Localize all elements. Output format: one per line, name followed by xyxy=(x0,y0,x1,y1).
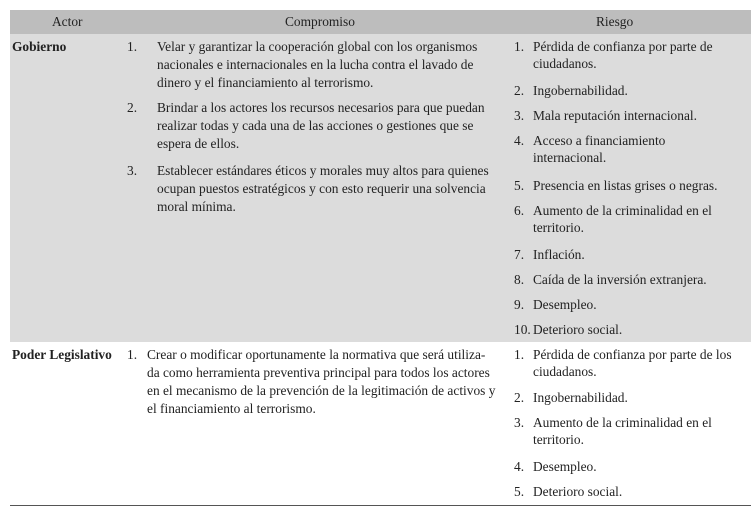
riesgo-text: ciudadanos. xyxy=(533,56,597,71)
riesgo-number: 2. xyxy=(514,390,525,405)
riesgo-text: Pérdida de confianza por parte de xyxy=(533,39,713,54)
header-compromiso: Compromiso xyxy=(285,14,355,29)
compromiso-text: Establecer estándares éticos y morales muy altos para quienes xyxy=(157,163,489,178)
riesgo-text: Inflación. xyxy=(533,247,585,262)
riesgo-number: 9. xyxy=(514,297,525,312)
riesgo-text: Ingobernabilidad. xyxy=(533,83,628,98)
compromiso-number: 1. xyxy=(127,39,138,54)
compromiso-text: en el mecanismo de la prevención de la legitimación de activos y xyxy=(147,383,496,398)
riesgo-text: ciudadanos. xyxy=(533,364,597,379)
compromiso-text: Crear o modificar oportunamente la normativa que será utiliza- xyxy=(147,347,486,362)
riesgo-text: Deterioro social. xyxy=(533,484,623,499)
riesgo-text: territorio. xyxy=(533,432,584,447)
actor-cell: Poder Legislativo xyxy=(12,347,112,362)
header-actor: Actor xyxy=(52,14,83,29)
compromiso-text: espera de ellos. xyxy=(157,136,240,151)
riesgo-number: 7. xyxy=(514,247,525,262)
header-riesgo: Riesgo xyxy=(596,14,634,29)
riesgo-number: 1. xyxy=(514,347,525,362)
riesgo-text: Aumento de la criminalidad en el xyxy=(533,415,712,430)
riesgo-text: Pérdida de confianza por parte de los xyxy=(533,347,732,362)
compromiso-text: moral mínima. xyxy=(157,199,236,214)
riesgo-text: Aumento de la criminalidad en el xyxy=(533,203,712,218)
riesgo-number: 4. xyxy=(514,459,525,474)
riesgo-text: Mala reputación internacional. xyxy=(533,108,697,123)
riesgo-text: internacional. xyxy=(533,150,607,165)
riesgo-text: Acceso a financiamiento xyxy=(533,133,666,148)
compromiso-text: nacionales e internacionales en la lucha contra el lavado de xyxy=(157,57,474,72)
compromiso-text: Velar y garantizar la cooperación global con los organismos xyxy=(157,39,478,54)
compromiso-text: el financiamiento al terrorismo. xyxy=(147,401,316,416)
riesgo-text: territorio. xyxy=(533,220,584,235)
riesgo-number: 3. xyxy=(514,108,525,123)
compromiso-text: da como herramienta preventiva principal para todos los actores xyxy=(147,365,490,380)
riesgo-text: Desempleo. xyxy=(533,297,597,312)
riesgo-number: 3. xyxy=(514,415,525,430)
riesgo-number: 5. xyxy=(514,178,525,193)
compromiso-number: 3. xyxy=(127,163,138,178)
riesgo-number: 5. xyxy=(514,484,525,499)
table-header xyxy=(10,10,751,34)
riesgo-number: 2. xyxy=(514,83,525,98)
compromiso-text: Brindar a los actores los recursos necesarios para que puedan xyxy=(157,100,485,115)
compromiso-text: ocupan puestos estratégicos y con esto requerir una solvencia xyxy=(157,181,486,196)
riesgo-text: Ingobernabilidad. xyxy=(533,390,628,405)
riesgo-text: Desempleo. xyxy=(533,459,597,474)
riesgo-number: 1. xyxy=(514,39,525,54)
riesgo-number: 10. xyxy=(514,322,531,337)
riesgo-text: Caída de la inversión extranjera. xyxy=(533,272,707,287)
riesgo-text: Presencia en listas grises o negras. xyxy=(533,178,718,193)
riesgo-number: 8. xyxy=(514,272,525,287)
riesgo-text: Deterioro social. xyxy=(533,322,623,337)
compromiso-text: realizar todas y cada una de las acciones o gestiones que se xyxy=(157,118,474,133)
table-bottom-rule xyxy=(10,505,751,506)
riesgo-number: 6. xyxy=(514,203,525,218)
compromiso-number: 1. xyxy=(127,347,138,362)
compromiso-text: dinero y el financiamiento al terrorismo. xyxy=(157,75,374,90)
riesgo-number: 4. xyxy=(514,133,525,148)
compromiso-number: 2. xyxy=(127,100,138,115)
actor-cell: Gobierno xyxy=(12,39,67,54)
